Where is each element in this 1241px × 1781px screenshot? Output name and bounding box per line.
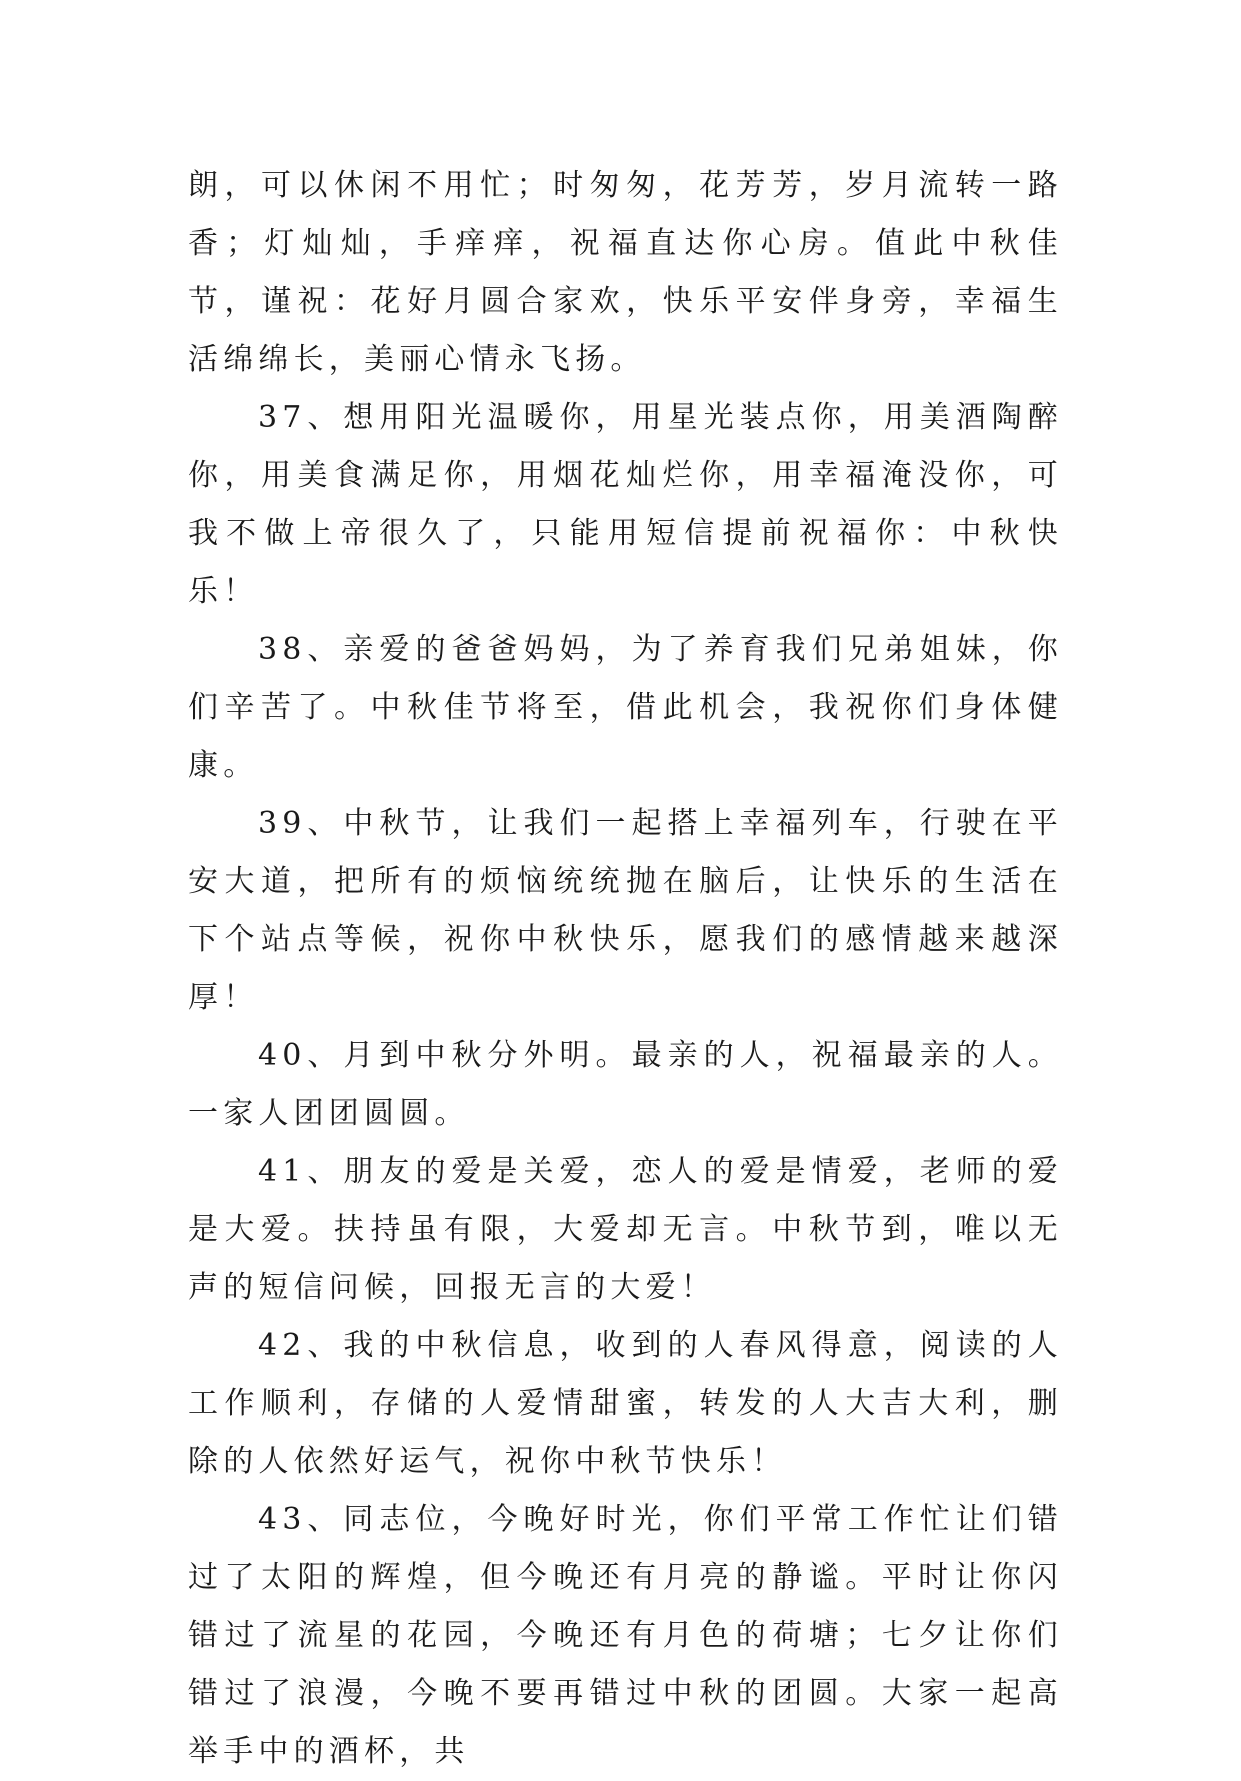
paragraph-42: 42、我的中秋信息，收到的人春风得意，阅读的人工作顺利，存储的人爱情甜蜜，转发的人大吉大利，删除的人依然好运气，祝你中秋节快乐！	[188, 1328, 1063, 1479]
paragraph-41: 41、朋友的爱是关爱，恋人的爱是情爱，老师的爱是大爱。扶持虽有限，大爱却无言。中秋节到，唯以无声的短信问候，回报无言的大爱！	[188, 1154, 1063, 1305]
paragraph-37: 37、想用阳光温暖你，用星光装点你，用美酒陶醉你，用美食满足你，用烟花灿烂你，用幸福淹没你，可我不做上帝很久了，只能用短信提前祝福你：中秋快乐！	[188, 400, 1063, 609]
paragraph-43: 43、同志位，今晚好时光，你们平常工作忙让们错过了太阳的辉煌，但今晚还有月亮的静谧。平时让你闪错过了流星的花园，今晚还有月色的荷塘；七夕让你们错过了浪漫，今晚不要再错过中秋的团圆。大家一起高举手中的酒杯，共	[188, 1502, 1063, 1769]
paragraph-continued: 朗，可以休闲不用忙；时匆匆，花芳芳，岁月流转一路香；灯灿灿，手痒痒，祝福直达你心房。值此中秋佳节，谨祝：花好月圆合家欢，快乐平安伴身旁，幸福生活绵绵长，美丽心情永飞扬。	[188, 168, 1063, 377]
paragraph-40: 40、月到中秋分外明。最亲的人，祝福最亲的人。一家人团团圆圆。	[188, 1038, 1063, 1131]
document-body	[188, 157, 1063, 1781]
paragraph-39: 39、中秋节，让我们一起搭上幸福列车，行驶在平安大道，把所有的烦恼统统抛在脑后，让快乐的生活在下个站点等候，祝你中秋快乐，愿我们的感情越来越深厚！	[188, 806, 1063, 1015]
paragraph-38: 38、亲爱的爸爸妈妈，为了养育我们兄弟姐妹，你们辛苦了。中秋佳节将至，借此机会，我祝你们身体健康。	[188, 632, 1063, 783]
